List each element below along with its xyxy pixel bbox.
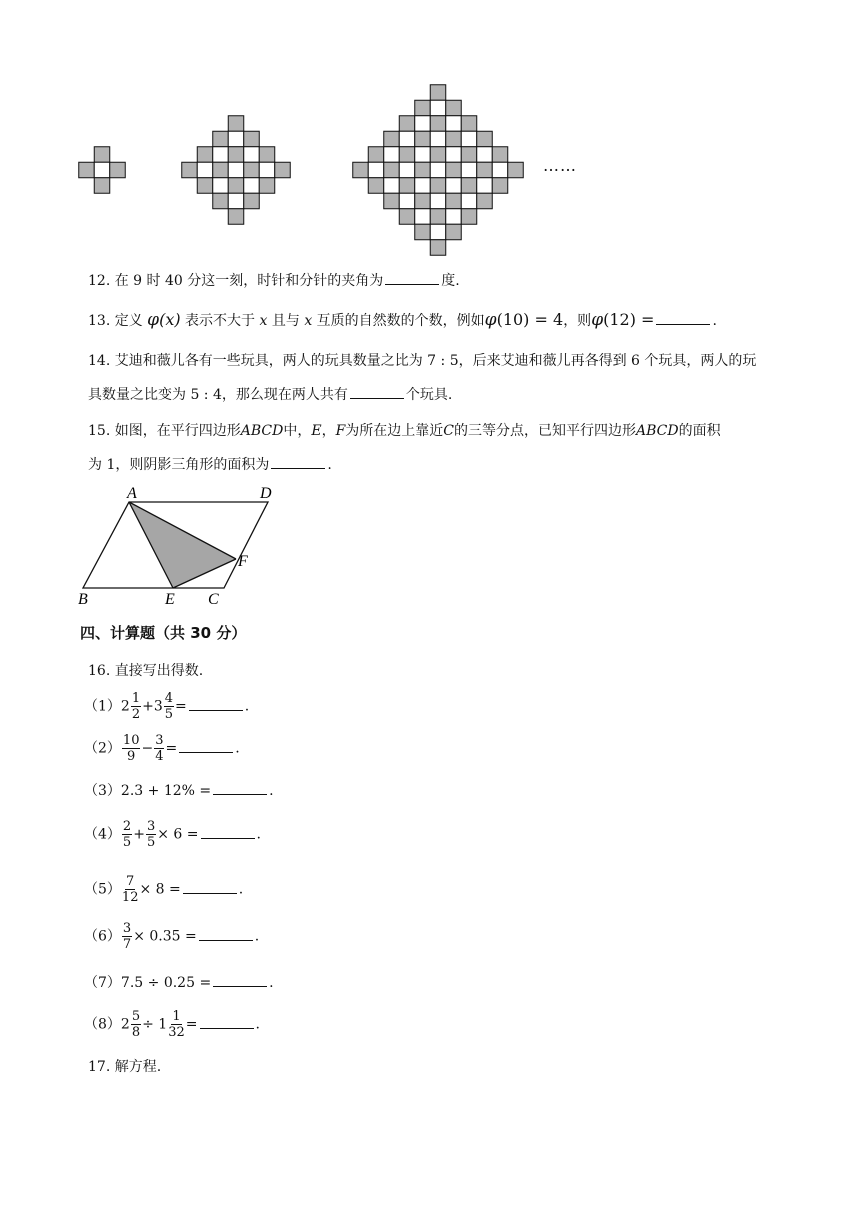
q13-text-2: 表示不大于 [185,313,256,329]
pattern-cell [430,131,446,147]
pattern-cell [430,224,446,240]
label-E: E [165,591,175,608]
pattern-cell [228,209,244,225]
q16-item-4 [84,820,261,849]
fraction [122,734,141,763]
q15-abcd-2: ABCD [636,423,679,439]
fraction [122,820,132,849]
pattern-cell [461,116,477,132]
q15-f: F [335,423,346,439]
denominator: 9 [127,749,136,764]
pattern-cell [197,178,213,194]
pattern-cell [368,178,384,194]
q13-text-3: 且与 [271,313,300,329]
q13-phi-symbol-3: φ [591,310,604,330]
pattern-cell [384,178,400,194]
q13-var-x2: x [304,313,313,329]
pattern-cell [430,178,446,194]
question-13 [88,310,717,330]
numerator: 1 [131,691,141,706]
pattern-cell [430,162,446,178]
pattern-cell [228,162,244,178]
pattern-cell [430,100,446,116]
fraction [131,692,141,721]
pattern-cell [415,224,431,240]
numerator: 3 [146,819,156,834]
q13-answer-blank[interactable] [656,310,710,325]
pattern-cell [399,193,415,209]
pattern-cell [446,100,462,116]
denominator: 12 [121,890,139,905]
pattern-cell [244,131,260,147]
pattern-cell [415,209,431,225]
pattern-cell [461,209,477,225]
q16-answer-blank[interactable] [200,1014,254,1029]
pattern-cell [446,209,462,225]
checker-patterns [0,0,868,262]
equals-sign: = [165,740,178,757]
numerator: 3 [155,733,164,748]
denominator: 5 [164,707,174,722]
q13-phi-symbol: φ [147,310,160,330]
pattern-cell [415,162,431,178]
pattern-cell [446,162,462,178]
parallelogram-figure [70,482,290,612]
expression-tail: × 0.35 = [133,928,197,945]
pattern-cell [244,147,260,163]
q15-text-b: 中， [283,423,312,439]
pattern-cell [94,147,110,163]
pattern-cell [446,131,462,147]
pattern-cell [430,147,446,163]
pattern-cell [446,178,462,194]
question-14-line-1: 14. 艾迪和薇儿各有一些玩具，两人的玩具数量之比为 7 : 5，后来艾迪和薇儿再各得到 6 个玩具，两人的玩 [88,353,757,369]
fraction [154,734,164,763]
pattern-cell [399,209,415,225]
q12-text: 12. 在 9 时 40 分这一刻，时针和分针的夹角为 [88,273,384,289]
q14-answer-blank[interactable] [350,384,404,399]
q16-answer-blank[interactable] [201,824,255,839]
q13-var-x: x [259,313,268,329]
equals-sign: = [175,698,187,715]
pattern-cell [399,178,415,194]
q16-item-3 [84,780,274,800]
pattern-cell [508,162,524,178]
fraction [122,922,132,951]
q15-text-a: 15. 如图，在平行四边形 [88,423,241,439]
pattern-cell [430,193,446,209]
shaded-triangle [129,502,236,588]
q16-answer-blank[interactable] [213,972,267,987]
pattern-cell [244,193,260,209]
pattern-cell [244,162,260,178]
item-number: （7） [84,975,121,991]
denominator: 2 [131,707,141,722]
pattern-cell [461,178,477,194]
numerator: 1 [172,1009,181,1024]
q15-answer-blank[interactable] [271,454,325,469]
pattern-figure-3 [353,85,524,256]
pattern-figure-2 [182,116,291,225]
item-number: （5） [84,881,121,898]
pattern-cell [461,193,477,209]
pattern-cell [213,193,229,209]
pattern-cell [430,116,446,132]
q15-text-c: 为所在边上靠近 [345,423,444,439]
q16-answer-blank[interactable] [183,879,237,894]
pattern-cell [213,162,229,178]
item-number: （3） [84,783,121,799]
pattern-figure-1 [79,147,126,194]
label-B: B [78,591,88,608]
pattern-cell [353,162,369,178]
pattern-cell [197,162,213,178]
pattern-cell [446,147,462,163]
pattern-cell [228,178,244,194]
period: . [269,975,274,991]
q15-text-d: 的三等分点，已知平行四边形 [454,423,636,439]
pattern-cell [259,147,275,163]
expression-tail: × 8 = [139,881,181,898]
item-number: （6） [84,928,121,945]
pattern-cell [477,147,493,163]
pattern-cell [415,100,431,116]
fraction [168,1010,185,1039]
q13-text-4: 互质的自然数的个数，例如 [316,313,485,329]
denominator: 8 [131,1025,141,1040]
q16-answer-blank[interactable] [213,780,267,795]
pattern-cell [228,193,244,209]
q15-text-e: 的面积 [678,423,721,439]
pattern-cell [492,147,508,163]
pattern-cell [197,147,213,163]
pattern-cell [228,147,244,163]
q15-suffix: . [327,457,332,473]
q15-e: E [311,423,322,439]
q16-item-5 [84,875,243,904]
numerator: 10 [122,733,140,748]
denominator: 5 [146,835,156,850]
question-12 [88,270,460,290]
pattern-cell [399,116,415,132]
pattern-cell [492,162,508,178]
pattern-cell [213,147,229,163]
q16-item-1 [84,692,249,721]
item-number: （1） [84,698,121,715]
pattern-cell [259,162,275,178]
question-16-title: 16. 直接写出得数. [88,663,204,679]
pattern-cell [275,162,291,178]
q16-answer-blank[interactable] [179,738,233,753]
pattern-cell [213,178,229,194]
numerator: 7 [126,874,135,889]
pattern-cell [228,116,244,132]
pattern-cell [368,162,384,178]
q16-item-6 [84,922,259,951]
operator: + [133,826,145,843]
pattern-cell [415,178,431,194]
label-C: C [208,591,219,608]
period: . [269,783,274,799]
q12-suffix: 度. [441,273,460,289]
pattern-cell [384,147,400,163]
numerator: 2 [122,819,132,834]
q16-answer-blank[interactable] [199,926,253,941]
item-number: （2） [84,740,121,757]
q13-text-5: ，则 [563,313,592,329]
question-17-title: 17. 解方程. [88,1059,162,1075]
q16-item-8 [84,1010,260,1039]
pattern-cell [430,209,446,225]
q13-example: (10) = 4 [496,310,564,329]
q14-suffix: 个玩具. [405,387,453,403]
q15-text-2: 为 1，则阴影三角形的面积为 [88,457,270,473]
question-14-line-2 [88,384,452,404]
pattern-cell [182,162,198,178]
q16-item-2 [84,734,240,763]
pattern-cell [79,162,95,178]
pattern-cell [492,178,508,194]
pattern-cell [94,178,110,194]
q15-c: C [443,423,454,439]
pattern-cell [384,193,400,209]
pattern-cell [399,162,415,178]
question-15-line-2 [88,454,332,474]
equals-sign: = [185,1016,198,1033]
q16-answer-blank[interactable] [189,696,243,711]
period: . [256,826,261,843]
pattern-cell [384,162,400,178]
pattern-cell [259,178,275,194]
pattern-cell [446,224,462,240]
q13-ask: (12) = [603,310,655,329]
pattern-cell [446,193,462,209]
period: . [235,740,240,757]
expression: 7.5 ÷ 0.25 = [120,975,212,991]
pattern-cell [384,131,400,147]
item-number: （8） [84,1016,121,1033]
pattern-cell [415,131,431,147]
pattern-cell [461,162,477,178]
pattern-cell [415,193,431,209]
operator: − [141,740,154,757]
question-15-line-1 [88,420,721,440]
period: . [254,928,260,945]
pattern-cell [415,147,431,163]
fraction [164,692,174,721]
q13-text-1: 13. 定义 [88,313,143,329]
label-A: A [127,485,137,502]
expression: 2.3 + 12% = [120,783,212,799]
pattern-cell [461,147,477,163]
numerator: 5 [131,1009,141,1024]
pattern-cell [244,178,260,194]
denominator: 32 [168,1025,185,1040]
pattern-cell [430,240,446,256]
operator: ÷ 1 [142,1016,168,1033]
pattern-cell [430,85,446,101]
pattern-cell [477,178,493,194]
q13-phi-symbol-2: φ [484,310,497,330]
q14-text: 具数量之比变为 5 : 4，那么现在两人共有 [88,387,348,403]
q15-abcd: ABCD [240,423,284,439]
pattern-cell [477,131,493,147]
pattern-cell [368,147,384,163]
whole-part: 2 [120,698,130,715]
pattern-cell [477,193,493,209]
pattern-cell [399,147,415,163]
pattern-cell [399,131,415,147]
q12-answer-blank[interactable] [385,270,439,285]
label-F: F [238,553,248,570]
expression-tail: × 6 = [157,826,199,843]
pattern-cell [94,162,110,178]
operator: +3 [142,698,163,715]
fraction [131,1010,141,1039]
denominator: 7 [122,937,132,952]
pattern-cell [461,131,477,147]
fraction [122,875,139,904]
pattern-cell [446,116,462,132]
pattern-cell [477,162,493,178]
pattern-cell [213,131,229,147]
period: . [238,881,244,898]
denominator: 4 [155,749,164,764]
period: . [244,698,250,715]
item-number: （4） [84,826,121,843]
period: . [255,1016,260,1033]
whole-part: 2 [120,1016,130,1033]
label-D: D [260,485,272,502]
pattern-ellipsis: …… [543,156,577,175]
numerator: 3 [122,921,132,936]
pattern-cell [110,162,126,178]
q13-phi-arg: (x) [159,310,181,329]
pattern-cell [415,116,431,132]
numerator: 4 [164,691,174,706]
fraction [146,820,156,849]
denominator: 5 [122,835,132,850]
section-4-title: 四、计算题（共 30 分） [80,624,247,642]
q15-comma: ， [321,423,336,439]
q13-end: . [712,313,717,329]
pattern-cell [228,131,244,147]
q16-item-7 [84,972,274,992]
